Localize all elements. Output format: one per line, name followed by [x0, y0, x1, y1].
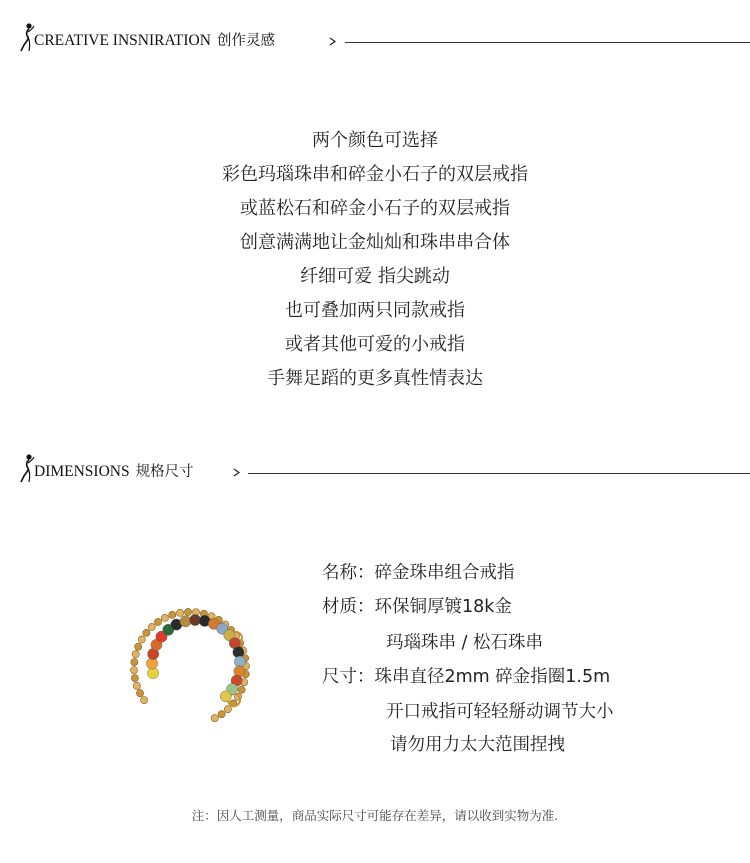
- intro-line: 也可叠加两只同款戒指: [285, 300, 465, 321]
- gold-nugget: [136, 690, 143, 697]
- gold-nugget: [238, 686, 245, 693]
- gold-nugget: [154, 618, 161, 625]
- intro-line: 创意满满地让金灿灿和珠串串合体: [240, 232, 510, 253]
- gold-nugget: [132, 651, 139, 658]
- gold-nugget: [218, 711, 225, 718]
- gold-nugget: [131, 675, 138, 682]
- intro-line: 纤细可爱 指尖跳动: [300, 266, 450, 287]
- intro-line: 或蓝松石和碎金小石子的双层戒指: [240, 198, 510, 219]
- dimensions-title-en: DIMENSIONS: [34, 463, 130, 480]
- gold-nugget: [135, 643, 142, 650]
- gold-nugget: [138, 636, 145, 643]
- measurement-footnote: 注：因人工测量，商品实际尺寸可能存在差异，请以收到实物为准.: [191, 808, 559, 823]
- gold-nugget: [169, 611, 176, 618]
- dimensions-title: [34, 460, 194, 481]
- inspiration-text-block: [0, 124, 750, 396]
- intro-line: 或者其他可爱的小戒指: [285, 334, 465, 355]
- dimensions-title-zh: 规格尺寸: [135, 464, 194, 480]
- header-divider-line: [345, 42, 750, 43]
- gemstone-bead: [220, 691, 231, 702]
- spec-size: 尺寸：珠串直径2mm 碎金指圈1.5m: [322, 667, 611, 687]
- gold-nugget: [184, 608, 191, 615]
- gold-nugget: [161, 614, 168, 621]
- inspiration-title: [34, 29, 275, 50]
- spec-size-2: 开口戒指可轻轻掰动调节大小: [386, 702, 614, 722]
- spec-material-2: 玛瑙珠串 / 松石珠串: [386, 633, 544, 653]
- ring-product-image: [128, 590, 268, 740]
- gold-nugget: [130, 667, 137, 674]
- intro-line: 彩色玛瑙珠串和碎金小石子的双层戒指: [222, 164, 528, 185]
- dimensions-section-header: [20, 453, 750, 483]
- gold-nugget: [141, 697, 148, 704]
- spec-size-3: 请勿用力太大范围捏拽: [390, 735, 565, 755]
- gemstone-bead: [180, 616, 191, 627]
- inspiration-title-en: CREATIVE INSNIRATION: [34, 32, 211, 49]
- gold-nugget: [143, 629, 150, 636]
- inspiration-section-header: [20, 22, 750, 52]
- intro-line: 手舞足蹈的更多真性情表达: [267, 368, 483, 389]
- header-divider-line: [248, 473, 750, 474]
- inspiration-title-zh: 创作灵感: [216, 33, 275, 49]
- gold-nugget: [131, 659, 138, 666]
- chevron-right-icon: [328, 37, 337, 46]
- gold-nugget: [133, 682, 140, 689]
- intro-line: 两个颜色可选择: [312, 130, 438, 151]
- chevron-right-icon: [232, 468, 241, 477]
- gold-nugget: [177, 609, 184, 616]
- gold-nugget: [148, 623, 155, 630]
- gold-nugget: [224, 706, 231, 713]
- spec-name: 名称：碎金珠串组合戒指: [322, 563, 515, 583]
- gold-nugget: [211, 715, 218, 722]
- spec-material: 材质：环保铜厚镀18k金: [322, 597, 512, 617]
